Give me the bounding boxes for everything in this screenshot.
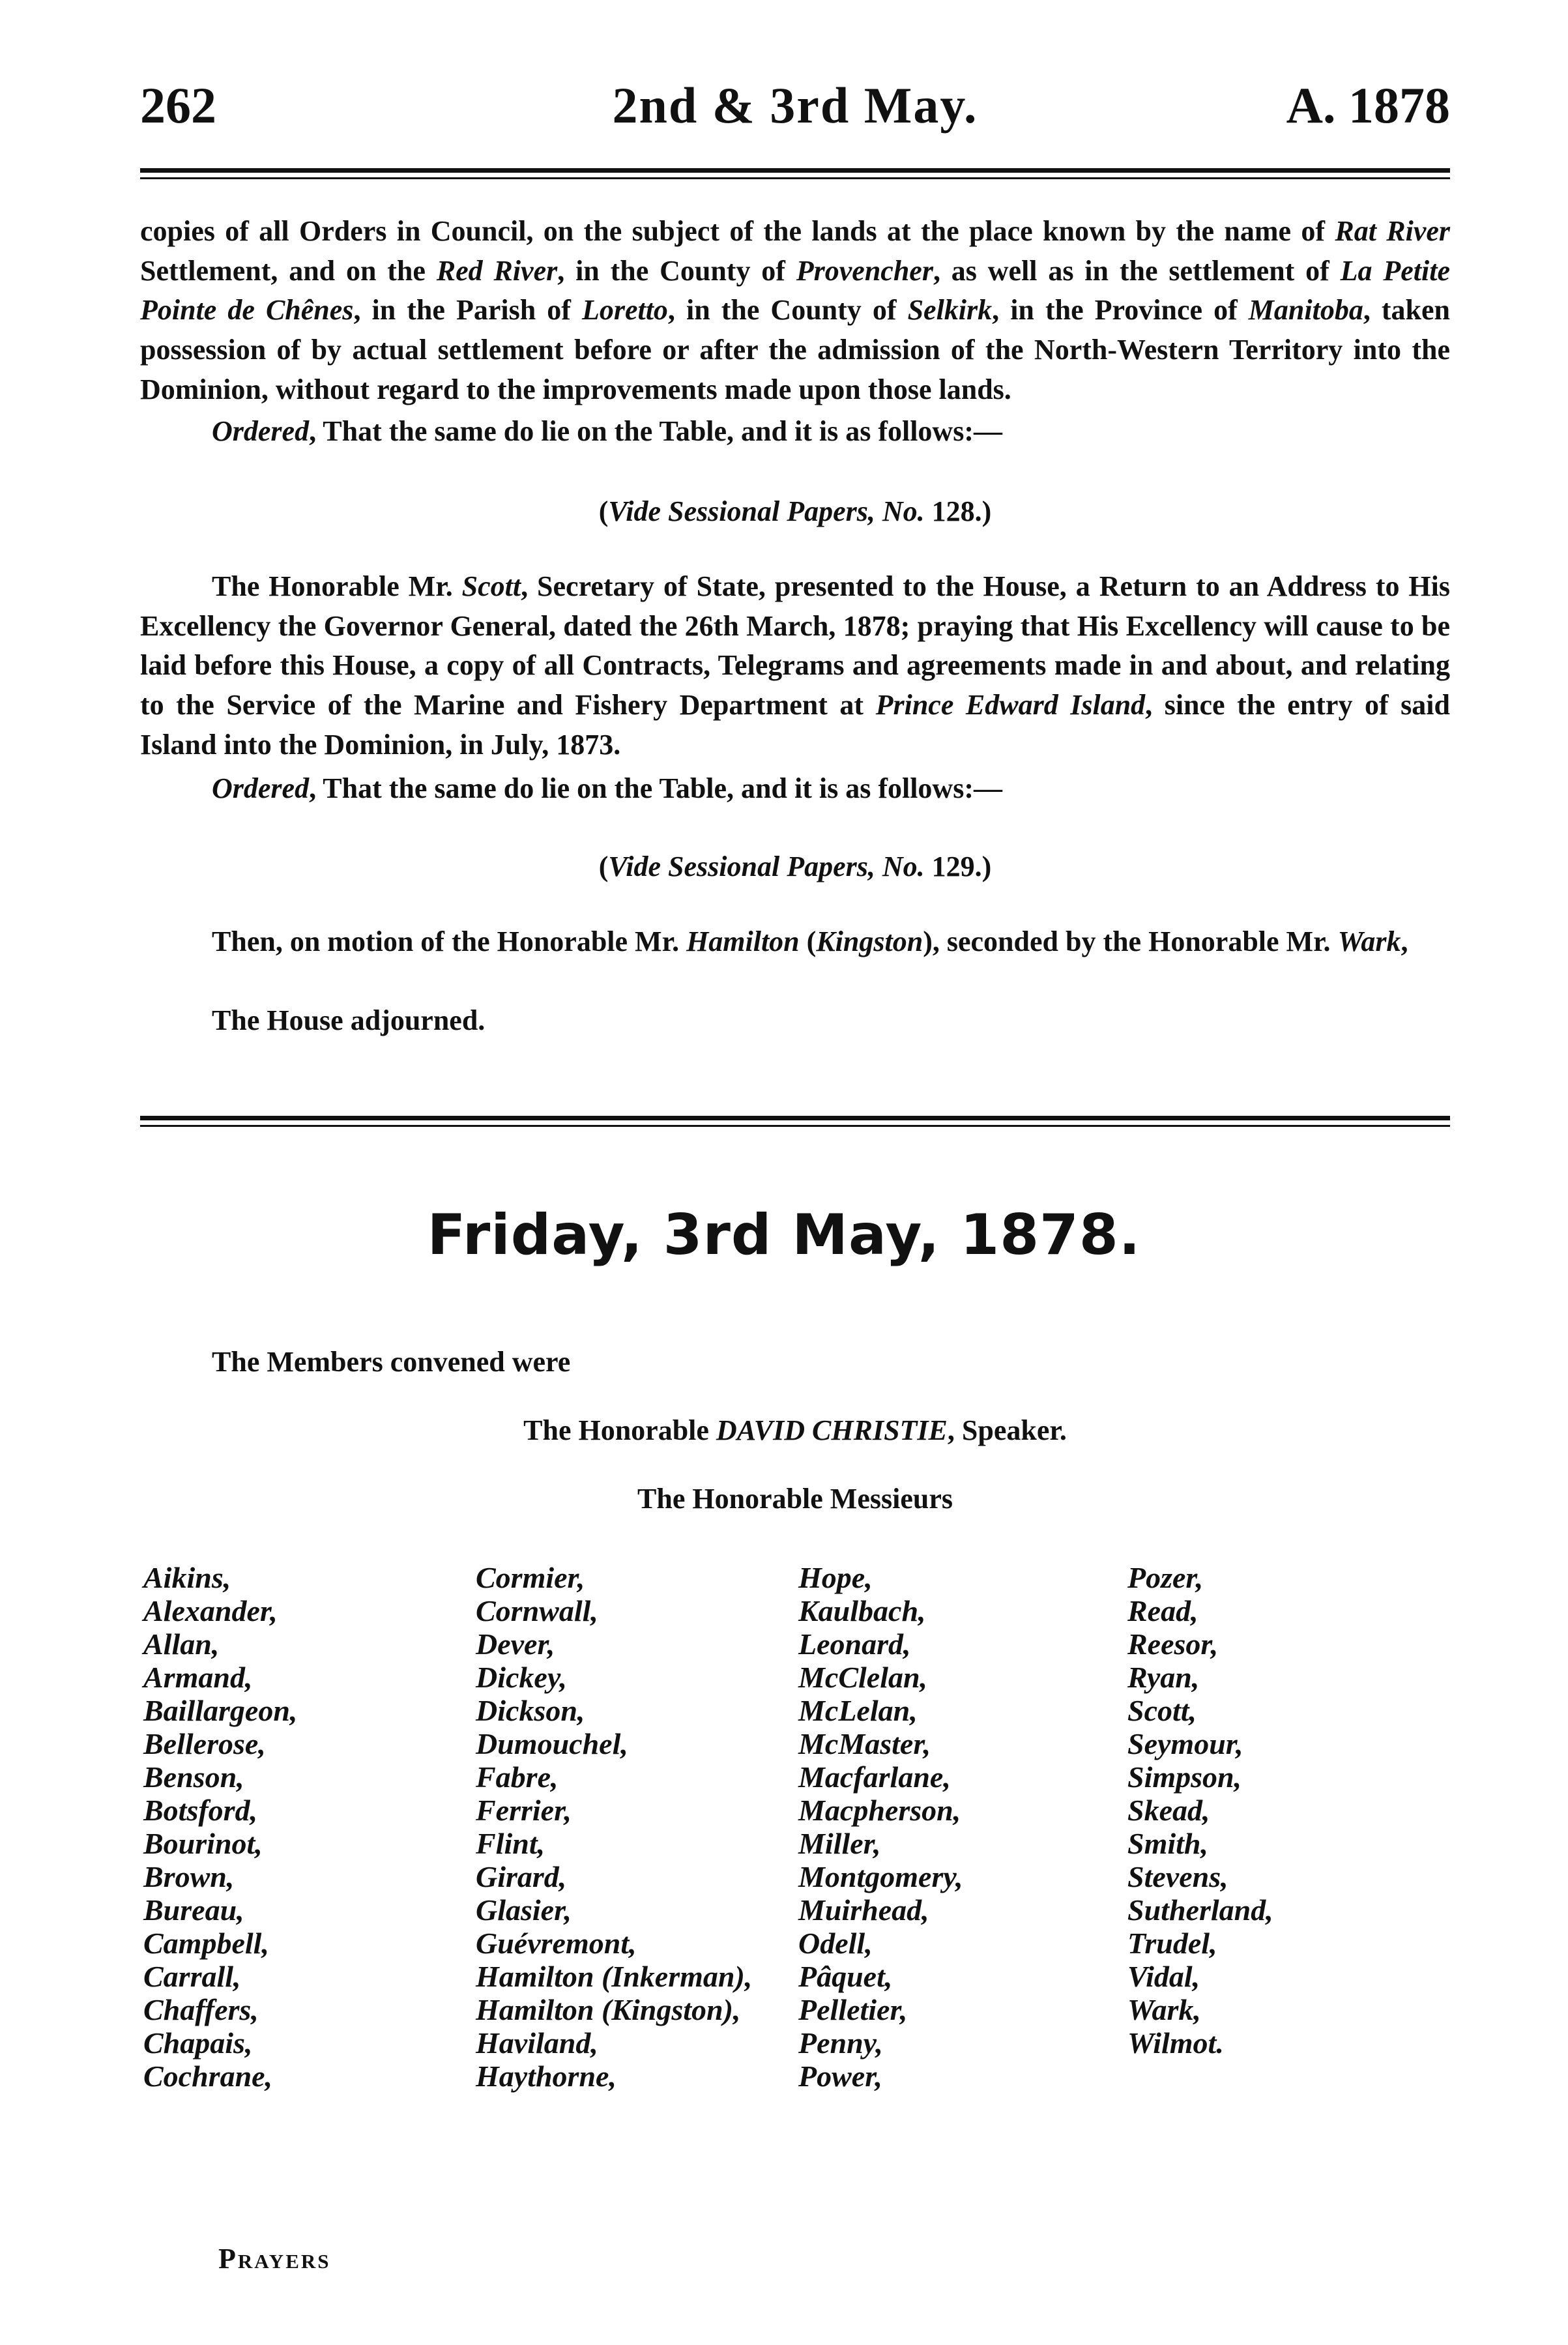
member-name: Muirhead, [798, 1893, 929, 1927]
member-name: Pozer, [1127, 1561, 1204, 1594]
entry-2-paragraph: The Honorable Mr. Scott, Secretary of State, presented to the House, a Return to an Address to His Excellency the Governor General, dated the 26th March, 1878; praying that His Excellency will cause to be laid before this House, a copy of all Contracts, Telegrams and agreements made in and about, and relating to the Service of the Marine and Fishery Department at Prince Edward Island, since the entry of said Island into the Dominion, in July, 1873. [140, 570, 1450, 761]
member-name: Leonard, [798, 1627, 911, 1661]
member-name: Trudel, [1127, 1927, 1217, 1960]
member-name: Sutherland, [1127, 1893, 1273, 1927]
member-name: Dickson, [476, 1694, 585, 1727]
member-name: McMaster, [798, 1727, 931, 1760]
member-name: Dever, [476, 1627, 555, 1661]
member-name: Macpherson, [798, 1794, 961, 1827]
member-name: Dumouchel, [476, 1727, 628, 1760]
adjournment-final: The House adjourned. [212, 1004, 486, 1036]
member-name: Odell, [798, 1927, 873, 1960]
page-number: 262 [140, 77, 216, 134]
member-name: Dickey, [476, 1661, 568, 1694]
member-name: Cochrane, [143, 2060, 273, 2093]
member-name: Stevens, [1127, 1860, 1228, 1893]
header-rule [140, 168, 1450, 173]
member-name: Reesor, [1127, 1627, 1219, 1661]
member-name: Ferrier, [476, 1794, 572, 1827]
member-name: Smith, [1127, 1827, 1209, 1860]
page-title: 2nd & 3rd May. [612, 77, 978, 134]
member-name: Girard, [476, 1860, 567, 1893]
member-name: Kaulbach, [798, 1594, 926, 1627]
member-name: Fabre, [476, 1760, 559, 1794]
member-name: Guévremont, [476, 1927, 637, 1960]
member-name: Benson, [143, 1760, 244, 1794]
member-name: Macfarlane, [798, 1760, 951, 1794]
member-name: Carrall, [143, 1960, 241, 1993]
member-name: Bureau, [143, 1893, 244, 1927]
header-rule-thin [140, 177, 1450, 179]
member-name: Seymour, [1127, 1727, 1243, 1760]
member-name: Campbell, [143, 1927, 269, 1960]
members-column-2 [476, 1561, 752, 2093]
member-name: Haviland, [476, 2026, 598, 2060]
member-name: Wilmot. [1127, 2026, 1224, 2060]
member-name: Skead, [1127, 1794, 1210, 1827]
page-year: A. 1878 [1286, 77, 1450, 134]
member-name: Armand, [143, 1661, 253, 1694]
catchword: Prayers [218, 2243, 331, 2275]
member-name: Simpson, [1127, 1760, 1242, 1794]
entry-2-vide: (Vide Sessional Papers, No. 129.) [598, 851, 992, 882]
entry-2-ordered: Ordered, That the same do lie on the Table, and it is as follows:— [212, 772, 1002, 804]
section-divider [140, 1116, 1450, 1120]
section-divider-thin [140, 1125, 1450, 1127]
entry-1-vide: (Vide Sessional Papers, No. 128.) [598, 495, 992, 527]
members-column-1 [143, 1561, 297, 2093]
member-name: Botsford, [143, 1794, 258, 1827]
member-name: Chaffers, [143, 1993, 259, 2026]
day-heading: Friday, 3rd May, 1878. [427, 1202, 1141, 1268]
member-name: McClelan, [798, 1661, 928, 1694]
member-name: Brown, [143, 1860, 235, 1893]
adjournment-paragraph: Then, on motion of the Honorable Mr. Hamilton (Kingston), seconded by the Honorable Mr. Wark, [212, 925, 1408, 957]
members-column-4 [1127, 1561, 1273, 2060]
member-name: Chapais, [143, 2026, 253, 2060]
member-name: Vidal, [1127, 1960, 1200, 1993]
member-name: McLelan, [798, 1694, 918, 1727]
member-name: Scott, [1127, 1694, 1197, 1727]
member-name: Aikins, [143, 1561, 231, 1594]
member-name: Hope, [798, 1561, 873, 1594]
member-name: Hamilton (Inkerman), [476, 1960, 753, 1993]
member-name: Power, [798, 2060, 883, 2093]
member-name: Montgomery, [798, 1860, 963, 1893]
members-convened: The Members convened were [212, 1346, 571, 1378]
member-name: Cornwall, [476, 1594, 598, 1627]
member-name: Pâquet, [798, 1960, 893, 1993]
member-name: Pelletier, [798, 1993, 908, 2026]
entry-1-paragraph: copies of all Orders in Council, on the subject of the lands at the place known by the name of Rat River Settlement, and on the Red River, in the County of Provencher, as well as in the settlement of La Petite Pointe de Chênes, in the Parish of Loretto, in the County of Selkirk, in the Province of Manitoba, taken possession of by actual settlement before or after the admission of the North-Western Territory into the Dominion, without regard to the improvements made upon those lands. [140, 215, 1451, 405]
running-head [140, 68, 1450, 147]
member-name: Wark, [1127, 1993, 1201, 2026]
member-name: Bellerose, [143, 1727, 266, 1760]
member-name: Read, [1127, 1594, 1198, 1627]
member-name: Hamilton (Kingston), [476, 1993, 741, 2026]
member-name: Baillargeon, [143, 1694, 298, 1727]
members-column-3 [798, 1561, 963, 2093]
speaker-line: The Honorable DAVID CHRISTIE, Speaker. [523, 1414, 1067, 1446]
member-name: Cormier, [476, 1561, 585, 1594]
members-list [140, 1561, 1450, 2213]
member-name: Haythorne, [476, 2060, 617, 2093]
member-name: Flint, [476, 1827, 545, 1860]
entry-1-ordered: Ordered, That the same do lie on the Table, and it is as follows:— [212, 415, 1002, 447]
member-name: Ryan, [1127, 1661, 1200, 1694]
member-name: Penny, [798, 2026, 883, 2060]
messieurs-line: The Honorable Messieurs [637, 1483, 953, 1515]
member-name: Glasier, [476, 1893, 572, 1927]
member-name: Bourinot, [143, 1827, 263, 1860]
member-name: Allan, [143, 1627, 220, 1661]
member-name: Alexander, [143, 1594, 278, 1627]
member-name: Miller, [798, 1827, 881, 1860]
